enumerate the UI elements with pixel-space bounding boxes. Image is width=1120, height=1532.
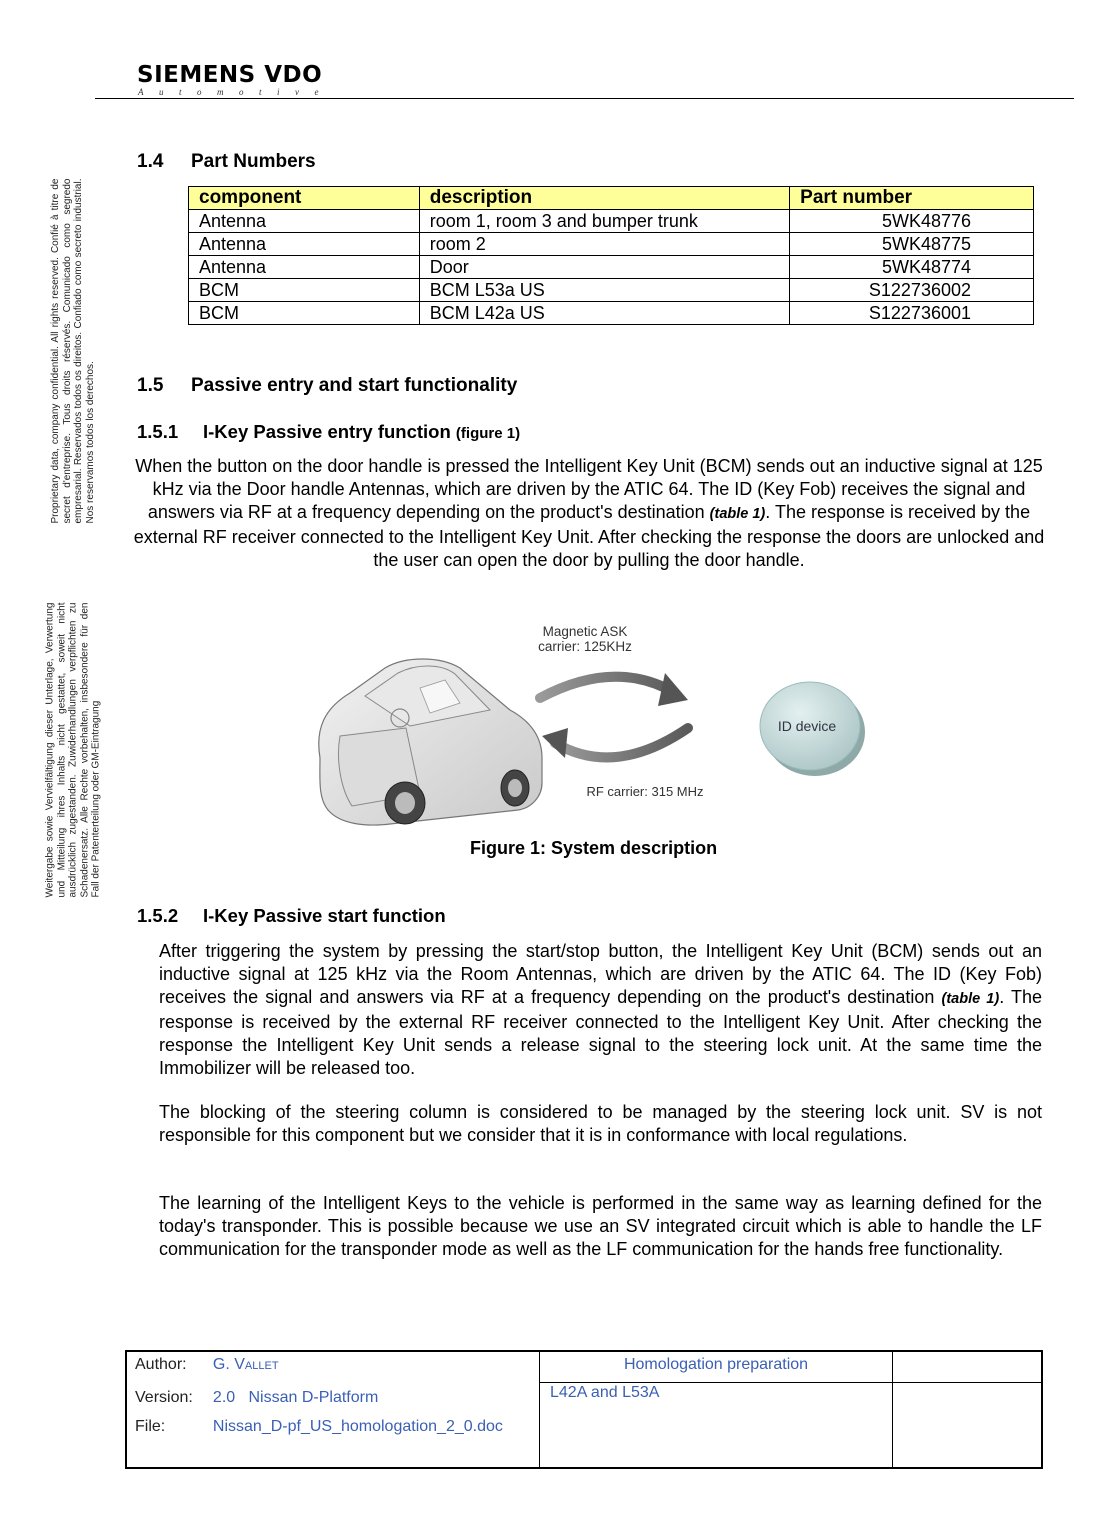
cell-component: Antenna (189, 210, 420, 233)
cell-description: room 2 (419, 233, 789, 256)
document-title: Homologation preparation (540, 1351, 893, 1382)
cell-component: BCM (189, 302, 420, 325)
section-number: 1.5.2 (137, 905, 179, 926)
section-number: 1.4 (137, 151, 164, 172)
rf-carrier-label: RF carrier: 315 MHz (586, 784, 704, 799)
section-heading-1-4 (137, 151, 316, 173)
version-value: 2.0 Nissan D-Platform (212, 1389, 379, 1406)
paragraph-text: . The response is received by the external RF receiver connected to the Intelligent Key Unit. After checking the response the doors are unlocked and the user can open the door by pulling the door handle. (133, 502, 1045, 570)
figure-caption: Figure 1: System description (470, 838, 718, 858)
table-row (189, 279, 1034, 302)
cell-description: BCM L42a US (419, 302, 789, 325)
section-number: 1.5.1 (137, 421, 179, 442)
car-illustration (319, 659, 542, 825)
cell-component: BCM (189, 279, 420, 302)
version-label: Version: (135, 1389, 193, 1406)
paragraph-key-learning: The learning of the Intelligent Keys to the vehicle is performed in the same way as learning defined for the today's transponder. This is possible because we use an SV integrated circuit which is able to handle the LF communication for the transponder mode as well as the LF communication for the hands free functionality. (159, 1193, 1042, 1259)
cell-component: Antenna (189, 256, 420, 279)
section-heading-1-5-1 (137, 421, 520, 443)
footer-empty-cell (893, 1351, 1042, 1382)
paragraph-passive-entry (130, 455, 1048, 572)
table-reference: (table 1) (941, 991, 1000, 1007)
section-title: Part Numbers (191, 151, 316, 172)
table-row (189, 210, 1034, 233)
file-value: Nissan_D-pf_US_homologation_2_0.doc (212, 1418, 503, 1435)
footer-labels (126, 1382, 212, 1468)
table-row (189, 302, 1034, 325)
paragraph-steering-column: The blocking of the steering column is considered to be managed by the steering lock unit. SV is not responsible for this component but we consider that it is in conformance with local regulations. (159, 1102, 1042, 1145)
magnetic-ask-label: Magnetic ASK (542, 624, 628, 639)
table-header-row (189, 187, 1034, 210)
section-title: Passive entry and start functionality (191, 375, 518, 396)
section-heading-1-5 (137, 375, 517, 397)
author-value: G. Vallet (212, 1356, 279, 1373)
document-subtitle: L42A and L53A (540, 1382, 893, 1468)
cell-part-number: 5WK48776 (790, 210, 1034, 233)
header-rule (95, 98, 1074, 99)
section-title: I-Key Passive entry function (203, 421, 451, 442)
document-footer (125, 1350, 1043, 1469)
cell-part-number: 5WK48774 (790, 256, 1034, 279)
rf-carrier-arrow (542, 728, 688, 758)
section-title: I-Key Passive start function (203, 905, 446, 926)
cell-part-number: S122736002 (790, 279, 1034, 302)
table-reference: (table 1) (709, 506, 766, 522)
brand-subtitle: Automotive (138, 87, 334, 97)
cell-description: room 1, room 3 and bumper trunk (419, 210, 789, 233)
figure-reference: (figure 1) (455, 425, 521, 442)
siemens-vdo-logo (137, 62, 334, 97)
confidentiality-notice-text: Proprietary data, company confidential. All rights reserved. Confié à titre de secret d'entreprise. Tous droits réservés. Comunicado como segredo empresarial. Reservados todos os direitos. Confiado como secreto industrial. Nos reservamos todos los derechos. (50, 178, 96, 523)
column-header-description: description (419, 187, 789, 210)
paragraph-text: After triggering the system by pressing the start/stop button, the Intelligent Key Unit (BCM) sends out an inductive signal at 125 kHz via the Room Antennas, which are driven by the ATIC 64. The ID (Key Fob) receives the signal and answers via RF at a frequency depending on the product's destination (159, 941, 1042, 1007)
section-number: 1.5 (137, 375, 164, 396)
id-device-illustration (760, 682, 865, 776)
footer-logo-cell (893, 1382, 1042, 1468)
table-row (189, 233, 1034, 256)
cell-description: Door (419, 256, 789, 279)
author-label: Author: (135, 1356, 187, 1373)
carrier-125khz-label: carrier: 125KHz (538, 639, 632, 654)
copyright-notice-text: Weitergabe sowie Vervielfältigung dieser Unterlage, Verwertung und Mitteilung ihres Inhalts nicht gestattet, soweit nicht ausdrücklich zugestanden. Zuwiderhandlungen verpflichten zu Schadenersatz. Alle Rechte vorbehalten, insbesondere für den Fall der Patenterteilung oder GM-Eintragung (44, 602, 102, 897)
confidentiality-notice (42, 178, 104, 523)
brand-name: SIEMENS VDO (137, 62, 323, 88)
system-description-figure (310, 618, 870, 838)
cell-part-number: 5WK48775 (790, 233, 1034, 256)
part-numbers-table (188, 186, 1034, 325)
cell-description: BCM L53a US (419, 279, 789, 302)
magnetic-ask-arrow (540, 673, 688, 706)
paragraph-text: . The response is received by the external RF receiver connected to the Intelligent Key Unit. After checking the response the Intelligent Key Unit sends a release signal to the steering lock unit. At the same time the Immobilizer will be released too. (159, 987, 1042, 1078)
paragraph-text: When the button on the door handle is pressed the Intelligent Key Unit (BCM) sends out an inductive signal at 125 kHz via the Door handle Antennas, which are driven by the ATIC 64. The ID (Key Fob) receives the signal and answers via RF at a frequency depending on the product's destination (135, 456, 1043, 522)
column-header-component: component (189, 187, 420, 210)
copyright-notice (42, 602, 104, 897)
column-header-part-number: Part number (790, 187, 1034, 210)
cell-part-number: S122736001 (790, 302, 1034, 325)
table-row (189, 256, 1034, 279)
file-label: File: (135, 1418, 166, 1435)
section-heading-1-5-2 (137, 905, 446, 927)
footer-values (212, 1382, 540, 1468)
cell-component: Antenna (189, 233, 420, 256)
id-device-label: ID device (777, 718, 837, 734)
paragraph-passive-start (159, 940, 1042, 1080)
